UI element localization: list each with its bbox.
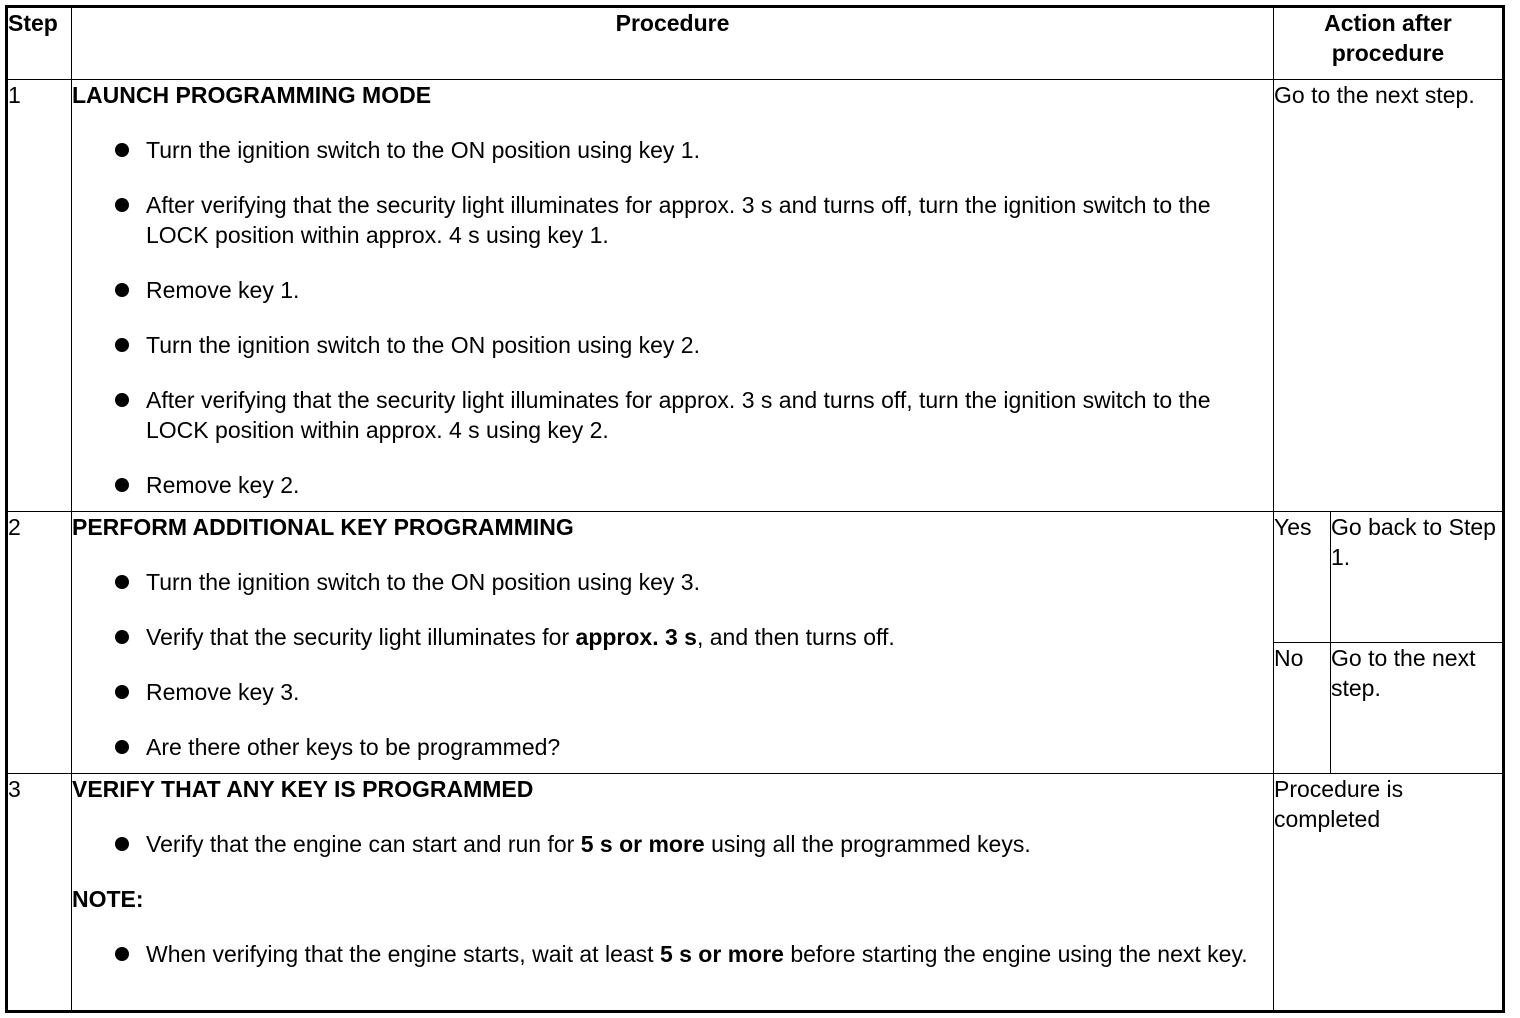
- bullet-item: [72, 567, 1273, 597]
- text-part: Verify that the security light illuminates for: [146, 624, 576, 650]
- bullet-text: Remove key 1.: [146, 277, 300, 303]
- bold-text: 5 s or more: [580, 831, 705, 857]
- bullet-item: [72, 470, 1273, 500]
- text-part: before starting the engine using the next key.: [783, 941, 1248, 967]
- bullet-item: [72, 677, 1273, 707]
- bullet-dot-icon: [115, 393, 129, 407]
- bullet-text: Remove key 2.: [146, 472, 300, 498]
- bullet-text: Turn the ignition switch to the ON position using key 2.: [146, 332, 700, 358]
- step-title: PERFORM ADDITIONAL KEY PROGRAMMING: [72, 514, 574, 540]
- bullet-list: [72, 567, 1273, 762]
- bullet-text: Turn the ignition switch to the ON position using key 3.: [146, 569, 700, 595]
- bullet-dot-icon: [115, 575, 129, 589]
- step-title: VERIFY THAT ANY KEY IS PROGRAMMED: [72, 776, 534, 802]
- text-part: using all the programmed keys.: [704, 831, 1031, 857]
- procedure-cell: [72, 512, 1274, 774]
- bullet-text: After verifying that the security light illuminates for approx. 3 s and turns off, turn the ignition switch to the LOCK position within approx. 4 s using key 1.: [146, 192, 1211, 248]
- procedure-cell: [72, 80, 1274, 512]
- step-row-1: [7, 80, 1504, 512]
- bullet-item: [72, 622, 1273, 652]
- note-label: NOTE:: [72, 886, 144, 912]
- text-part: When verifying that the engine starts, wait at least: [146, 941, 660, 967]
- step-row-3: [7, 774, 1504, 1012]
- bullet-item: [72, 190, 1273, 250]
- bullet-dot-icon: [115, 143, 129, 157]
- step-number: 3: [7, 774, 72, 1012]
- bullet-item: [72, 275, 1273, 305]
- bullet-list: [72, 829, 1273, 859]
- action-yes: Go back to Step 1.: [1331, 512, 1504, 643]
- bullet-text: After verifying that the security light illuminates for approx. 3 s and turns off, turn the ignition switch to the LOCK position within approx. 4 s using key 2.: [146, 387, 1211, 443]
- procedure-cell: [72, 774, 1274, 1012]
- bullet-text: [146, 624, 895, 650]
- answer-no: No: [1274, 643, 1331, 774]
- header-row: [7, 7, 1504, 80]
- bullet-text: Turn the ignition switch to the ON position using key 1.: [146, 137, 700, 163]
- bullet-item: [72, 385, 1273, 445]
- bullet-list: [72, 135, 1273, 500]
- text-part: Verify that the engine can start and run for: [146, 831, 581, 857]
- bullet-item: [72, 939, 1273, 969]
- bold-text: approx. 3 s: [575, 624, 697, 650]
- bullet-text: Remove key 3.: [146, 679, 300, 705]
- step-number: 1: [7, 80, 72, 512]
- procedure-table: [5, 5, 1505, 1013]
- step-row-2: [7, 512, 1504, 643]
- header-procedure: Procedure: [72, 7, 1274, 80]
- bullet-dot-icon: [115, 478, 129, 492]
- header-step: Step: [7, 7, 72, 80]
- bullet-text: [146, 941, 1248, 967]
- bullet-item: [72, 829, 1273, 859]
- answer-yes: Yes: [1274, 512, 1331, 643]
- bullet-dot-icon: [115, 740, 129, 754]
- bullet-dot-icon: [115, 338, 129, 352]
- action-cell: Procedure is completed: [1274, 774, 1504, 1012]
- bullet-dot-icon: [115, 198, 129, 212]
- bullet-item: [72, 135, 1273, 165]
- bold-text: 5 s or more: [659, 941, 784, 967]
- bullet-dot-icon: [115, 630, 129, 644]
- action-cell: Go to the next step.: [1274, 80, 1504, 512]
- action-no: Go to the next step.: [1331, 643, 1504, 774]
- bullet-text: Are there other keys to be programmed?: [146, 734, 561, 760]
- bullet-dot-icon: [115, 283, 129, 297]
- bullet-text: [146, 831, 1031, 857]
- bullet-item: [72, 330, 1273, 360]
- note-bullet-list: [72, 939, 1273, 969]
- bullet-dot-icon: [115, 685, 129, 699]
- step-number: 2: [7, 512, 72, 774]
- header-action: Action after procedure: [1274, 7, 1504, 80]
- text-part: , and then turns off.: [696, 624, 895, 650]
- bullet-dot-icon: [115, 837, 129, 851]
- bullet-item: [72, 732, 1273, 762]
- step-title: LAUNCH PROGRAMMING MODE: [72, 82, 432, 108]
- bullet-dot-icon: [115, 947, 129, 961]
